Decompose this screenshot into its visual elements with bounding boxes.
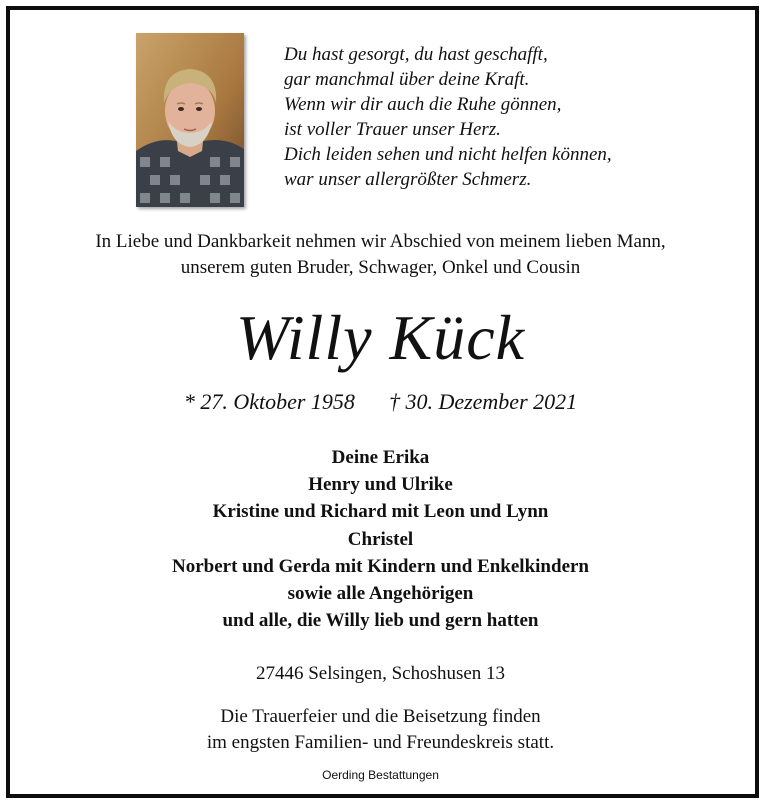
mourner-line: Kristine und Richard mit Leon und Lynn bbox=[212, 501, 549, 523]
service-line: im engsten Familien- und Freundeskreis statt. bbox=[206, 732, 555, 753]
poem-line: gar manchmal über deine Kraft. bbox=[284, 69, 530, 90]
intro-line: In Liebe und Dankbarkeit nehmen wir Abschied von meinem lieben Mann, bbox=[95, 231, 666, 252]
poem-line: Dich leiden sehen und nicht helfen können, bbox=[284, 144, 612, 165]
mourner-line: Henry und Ulrike bbox=[308, 474, 453, 496]
undertaker-name: Oerding Bestattungen bbox=[322, 768, 439, 782]
intro-text bbox=[0, 229, 761, 281]
mourner-line: Christel bbox=[347, 528, 414, 550]
mourner-line: und alle, die Willy lieb und gern hatten bbox=[222, 610, 539, 632]
mourner-line: sowie alle Angehörigen bbox=[287, 583, 474, 605]
service-line: Die Trauerfeier und die Beisetzung finden bbox=[220, 706, 541, 727]
poem-line: Du hast gesorgt, du hast geschafft, bbox=[284, 44, 548, 65]
mourner-line: Deine Erika bbox=[331, 447, 430, 468]
poem bbox=[284, 42, 612, 192]
address: 27446 Selsingen, Schoshusen 13 bbox=[255, 663, 506, 684]
poem-line: Wenn wir dir auch die Ruhe gönnen, bbox=[284, 94, 562, 115]
mourner-line: Norbert und Gerda mit Kindern und Enkelkindern bbox=[171, 555, 590, 577]
birth-date: * 27. Oktober 1958 bbox=[183, 389, 355, 414]
deceased-name: Willy Kück bbox=[235, 302, 526, 373]
poem-line: ist voller Trauer unser Herz. bbox=[284, 119, 501, 140]
life-dates bbox=[0, 388, 761, 416]
portrait-photo bbox=[136, 33, 244, 207]
intro-line: unserem guten Bruder, Schwager, Onkel und Cousin bbox=[180, 257, 581, 278]
death-date: † 30. Dezember 2021 bbox=[388, 389, 578, 414]
service-notice bbox=[0, 704, 761, 756]
mourners-list bbox=[0, 444, 761, 634]
poem-line: war unser allergrößter Schmerz. bbox=[284, 169, 532, 190]
